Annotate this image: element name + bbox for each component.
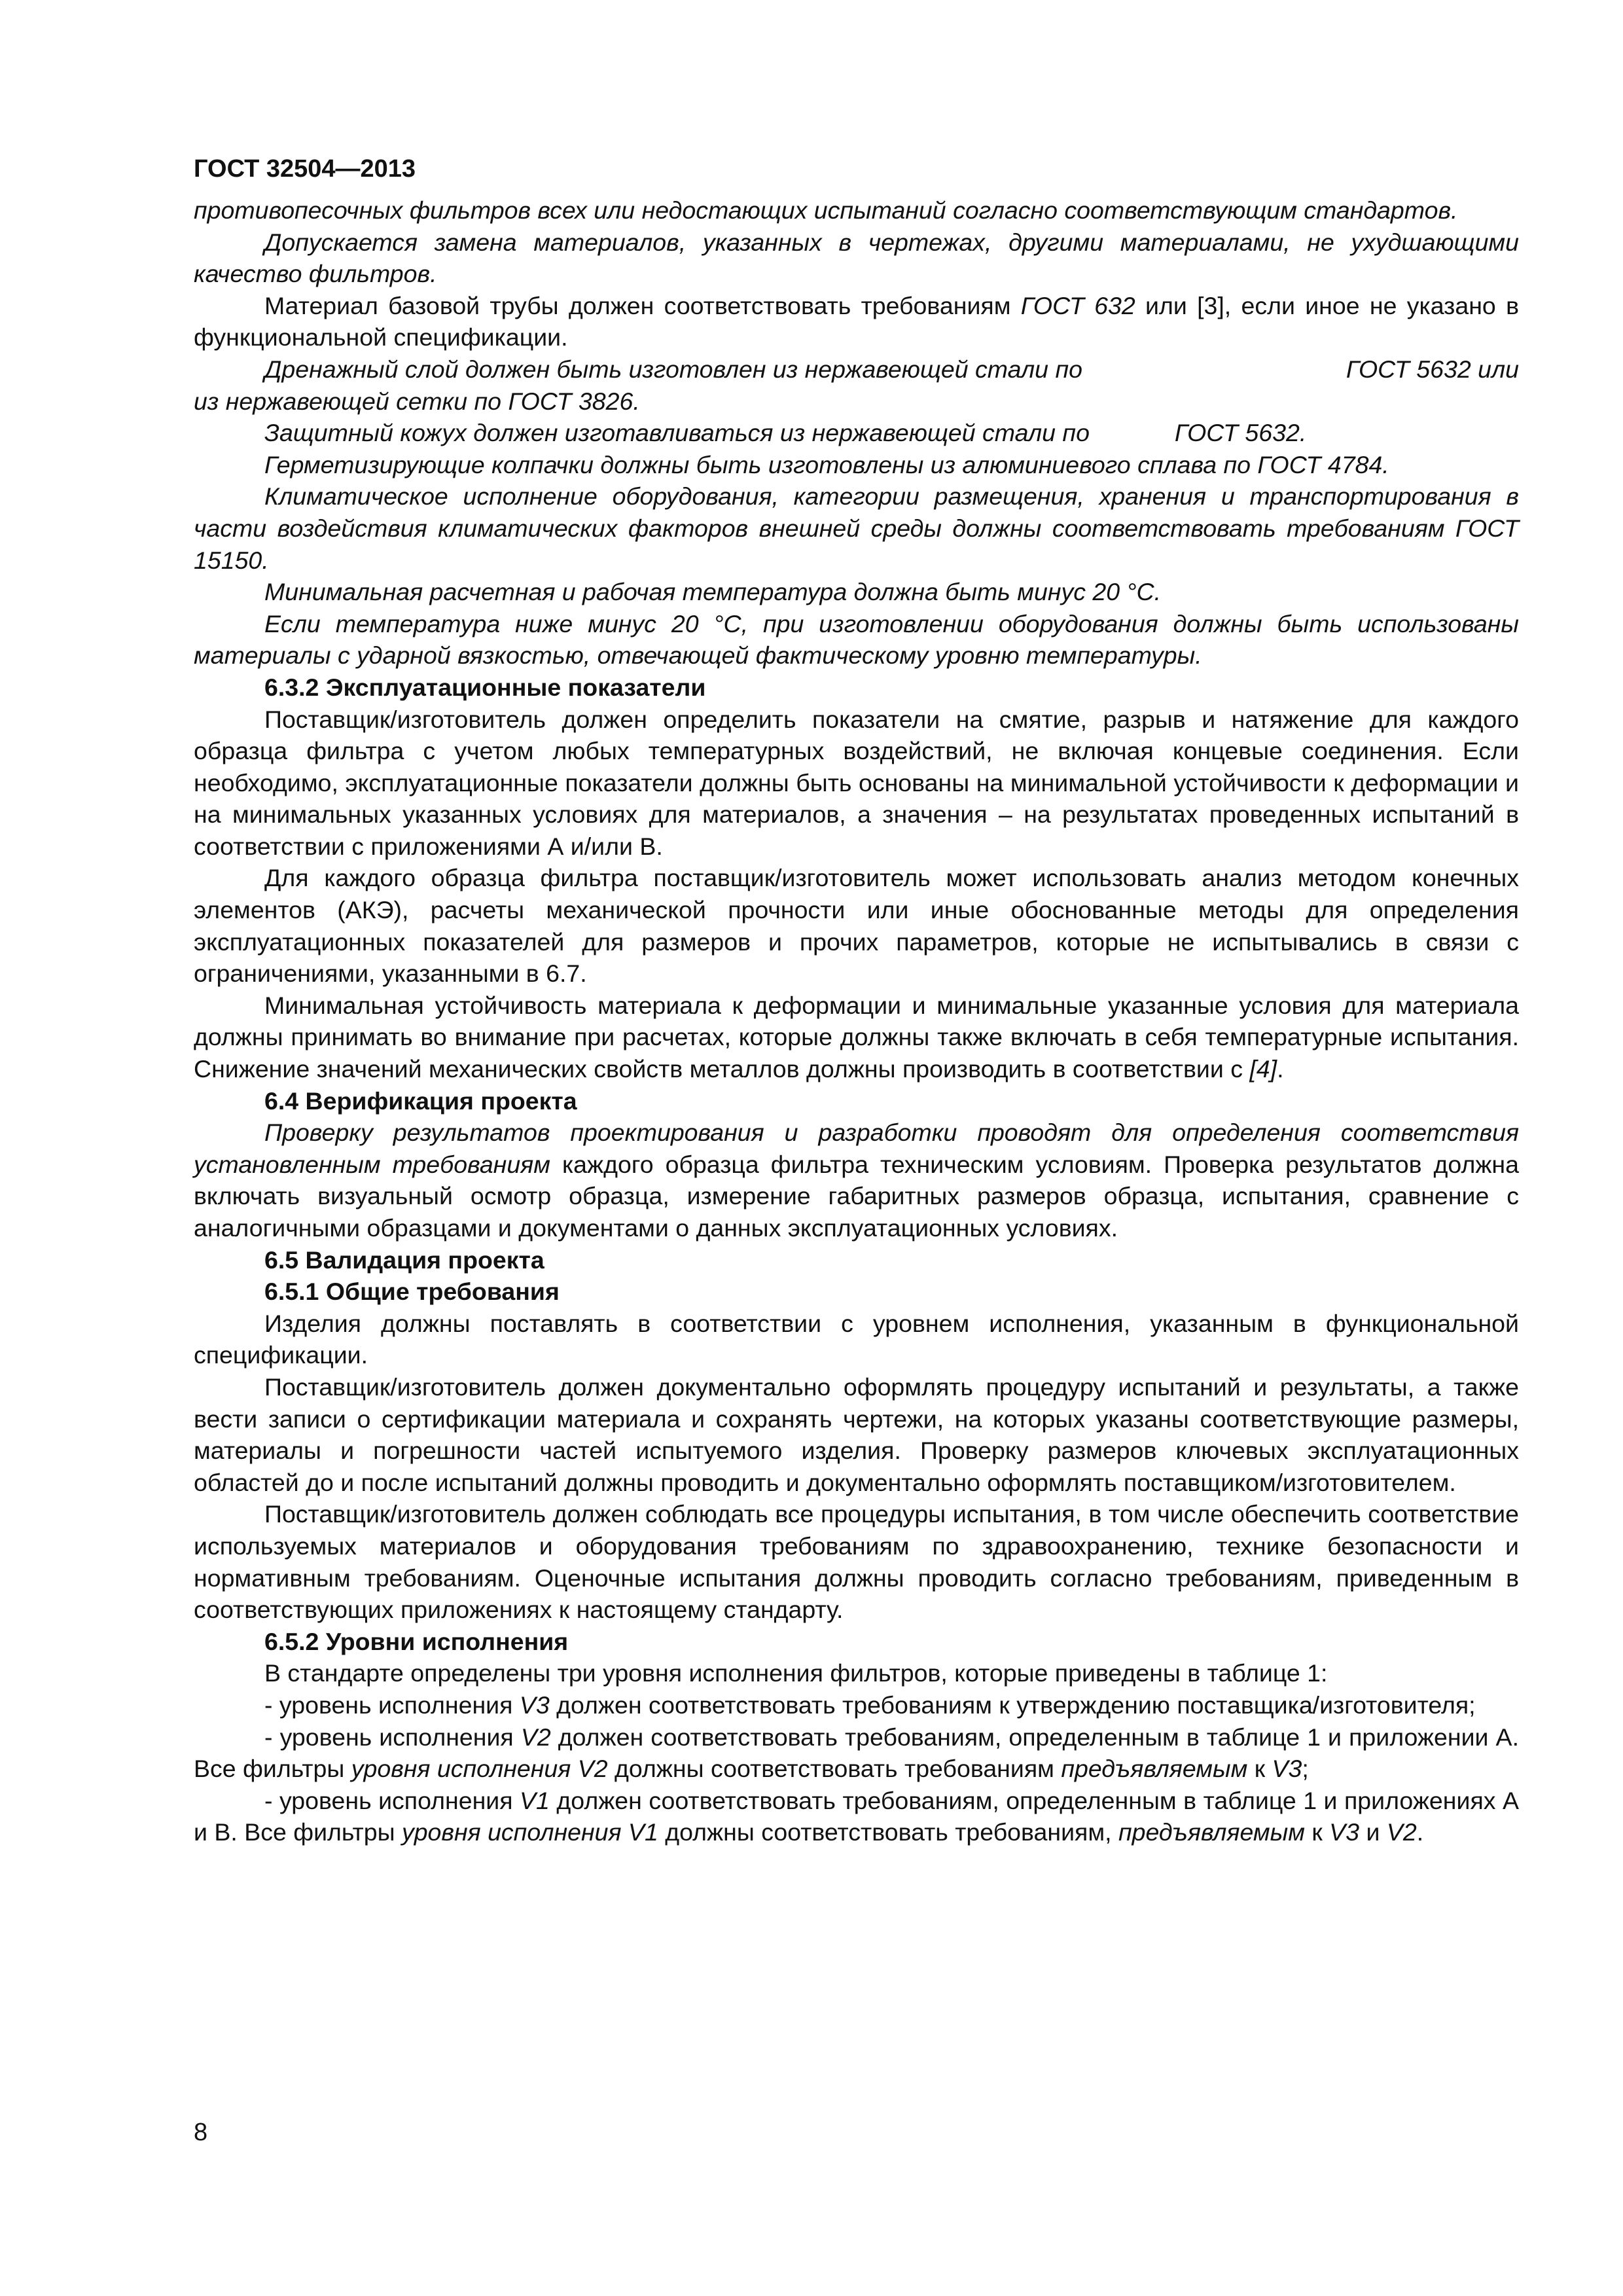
text-run: Материал базовой трубы должен соответствовать требованиям xyxy=(264,291,1021,319)
list-item xyxy=(194,1689,1519,1721)
paragraph: В стандарте определены три уровня исполнения фильтров, которые приведены в таблице 1: xyxy=(264,1659,1328,1687)
document-page xyxy=(194,153,1519,1848)
text-run: каждого образца фильтра техническим условиям. Проверка результатов должна включать визуальный осмотр образца, измерение габаритных размеров образца, испытания, сравнение с аналогичными образцами и документами о данных эксплуатационных условиях. xyxy=(194,1150,1519,1242)
document-header: ГОСТ 32504—2013 xyxy=(194,155,416,183)
section-heading: 6.5.2 Уровни исполнения xyxy=(264,1627,569,1655)
text-run: ГОСТ 632 xyxy=(1020,291,1135,319)
paragraph: Поставщик/изготовитель должен соблюдать все процедуры испытания, в том числе обеспечить соответствие используемых материалов и оборудования требованиям по здравоохранению, технике безопасности и нормативным требованиям. Оценочные испытания должны проводить согласно требованиям, приведенным в соответствующих приложениях к настоящему стандарту. xyxy=(194,1500,1519,1624)
section-heading: 6.4 Верификация проекта xyxy=(264,1086,577,1115)
text-run: и xyxy=(1359,1818,1387,1846)
text-run: V3 xyxy=(519,1691,550,1719)
paragraph: Для каждого образца фильтра поставщик/изготовитель может использовать анализ методом конечных элементов (АКЭ), расчеты механической прочности или иные обоснованные методы для определения эксплуатационных показателей для размеров и прочих параметров, которые не испытывались в связи с ограничениями, указанными в 6.7. xyxy=(194,864,1519,988)
section-heading: 6.5.1 Общие требования xyxy=(264,1278,560,1306)
page-number: 8 xyxy=(194,2119,208,2146)
paragraph xyxy=(194,990,1519,1085)
paragraph xyxy=(194,417,1519,449)
text-run: V1 xyxy=(520,1786,550,1814)
paragraph: Герметизирующие колпачки должны быть изготовлены из алюминиевого сплава по ГОСТ 4784. xyxy=(264,450,1389,478)
text-run: V2 xyxy=(520,1723,551,1751)
paragraph: Поставщик/изготовитель должен определить показатели на смятие, разрыв и натяжение для каждого образца фильтра с учетом любых температурных воздействий, не включая концевые соединения. Если необходимо, эксплуатационные показатели должны быть основаны на минимальной устойчивости к деформации и на минимальных указанных условиях для материалов, а значения – на результатах проведенных испытаний в соответствии с приложениями А и/или В. xyxy=(194,705,1519,860)
text-run: уровня исполнения V1 xyxy=(401,1818,658,1846)
text-run: V3 xyxy=(1329,1818,1360,1846)
text-run: должен соответствовать требованиям, определенным в таблице 1 и приложениях А и В. Все фильтры xyxy=(194,1786,1519,1846)
paragraph xyxy=(194,353,1519,386)
text-run: предъявляемым xyxy=(1118,1818,1305,1846)
text-run: [4] xyxy=(1249,1055,1277,1083)
text-run: к xyxy=(1304,1818,1330,1846)
text-run: должны соответствовать требованиям xyxy=(607,1755,1061,1783)
list-item xyxy=(194,1785,1519,1848)
section-heading: 6.5 Валидация проекта xyxy=(264,1246,544,1274)
paragraph: Изделия должны поставлять в соответствии с уровнем исполнения, указанным в функциональной спецификации. xyxy=(194,1309,1519,1369)
paragraph: Поставщик/изготовитель должен документально оформлять процедуру испытаний и результаты, а также вести записи о сертификации материала и сохранять чертежи, на которых указаны соответствующие размеры, материалы и погрешности частей испытуемого изделия. Проверку размеров ключевых эксплуатационных областей до и после испытаний должны проводить и документально оформлять поставщиком/изготовителем. xyxy=(194,1372,1519,1496)
text-run: ГОСТ 5632 или xyxy=(1346,355,1519,383)
paragraph: Климатическое исполнение оборудования, категории размещения, хранения и транспортирования в части воздействия климатических факторов внешней среды должны соответствовать требованиям ГОСТ 15150. xyxy=(194,482,1519,574)
paragraph: Минимальная расчетная и рабочая температура должна быть минус 20 °С. xyxy=(264,578,1162,606)
text-run: к xyxy=(1247,1755,1272,1783)
text-run: предъявляемым xyxy=(1061,1755,1248,1783)
text-run: уровня исполнения V2 xyxy=(351,1755,608,1783)
text-run: Защитный кожух должен изготавливаться из нержавеющей стали по xyxy=(264,419,1090,447)
text-run: . xyxy=(1416,1818,1424,1846)
list-item xyxy=(194,1721,1519,1785)
text-run: - уровень исполнения xyxy=(264,1786,520,1814)
text-run: ГОСТ 5632. xyxy=(1174,419,1307,447)
paragraph: Допускается замена материалов, указанных в чертежах, другими материалами, не ухудшающими качество фильтров. xyxy=(194,228,1519,288)
text-run: Проверку результатов проектирования и разработки проводят для определения соответствия установленным требованиям xyxy=(194,1119,1519,1178)
text-run: должен соответствовать требованиям к утверждению поставщика/изготовителя; xyxy=(549,1691,1476,1719)
text-run: должны соответствовать требованиям, xyxy=(658,1818,1118,1846)
paragraph: Если температура ниже минус 20 °С, при изготовлении оборудования должны быть использованы материалы с ударной вязкостью, отвечающей фактическому уровню температуры. xyxy=(194,609,1519,670)
paragraph xyxy=(194,290,1519,353)
text-run: Дренажный слой должен быть изготовлен из нержавеющей стали по xyxy=(264,355,1082,383)
text-run: V2 xyxy=(1386,1818,1417,1846)
section-heading: 6.3.2 Эксплуатационные показатели xyxy=(264,673,706,701)
paragraph: противопесочных фильтров всех или недостающих испытаний согласно соответствующим стандартов. xyxy=(194,196,1458,224)
text-run: ; xyxy=(1302,1755,1309,1783)
text-run: - уровень исполнения xyxy=(264,1691,520,1719)
text-run: должен соответствовать требованиям, определенным в таблице 1 и приложении А. Все фильтры xyxy=(194,1723,1519,1783)
text-run: Минимальная устойчивость материала к деформации и минимальные указанные условия для материала должны принимать во внимание при расчетах, которые должны также включать в себя температурные испытания. Снижение значений механических свойств металлов должны производить в соответствии с xyxy=(194,991,1519,1083)
paragraph: из нержавеющей сетки по ГОСТ 3826. xyxy=(194,387,640,415)
text-run: . xyxy=(1277,1055,1284,1083)
paragraph xyxy=(194,1117,1519,1244)
text-run: - уровень исполнения xyxy=(264,1723,521,1751)
text-run: или [3], если иное не указано в функциональной спецификации. xyxy=(194,291,1519,351)
text-run: V3 xyxy=(1272,1755,1302,1783)
